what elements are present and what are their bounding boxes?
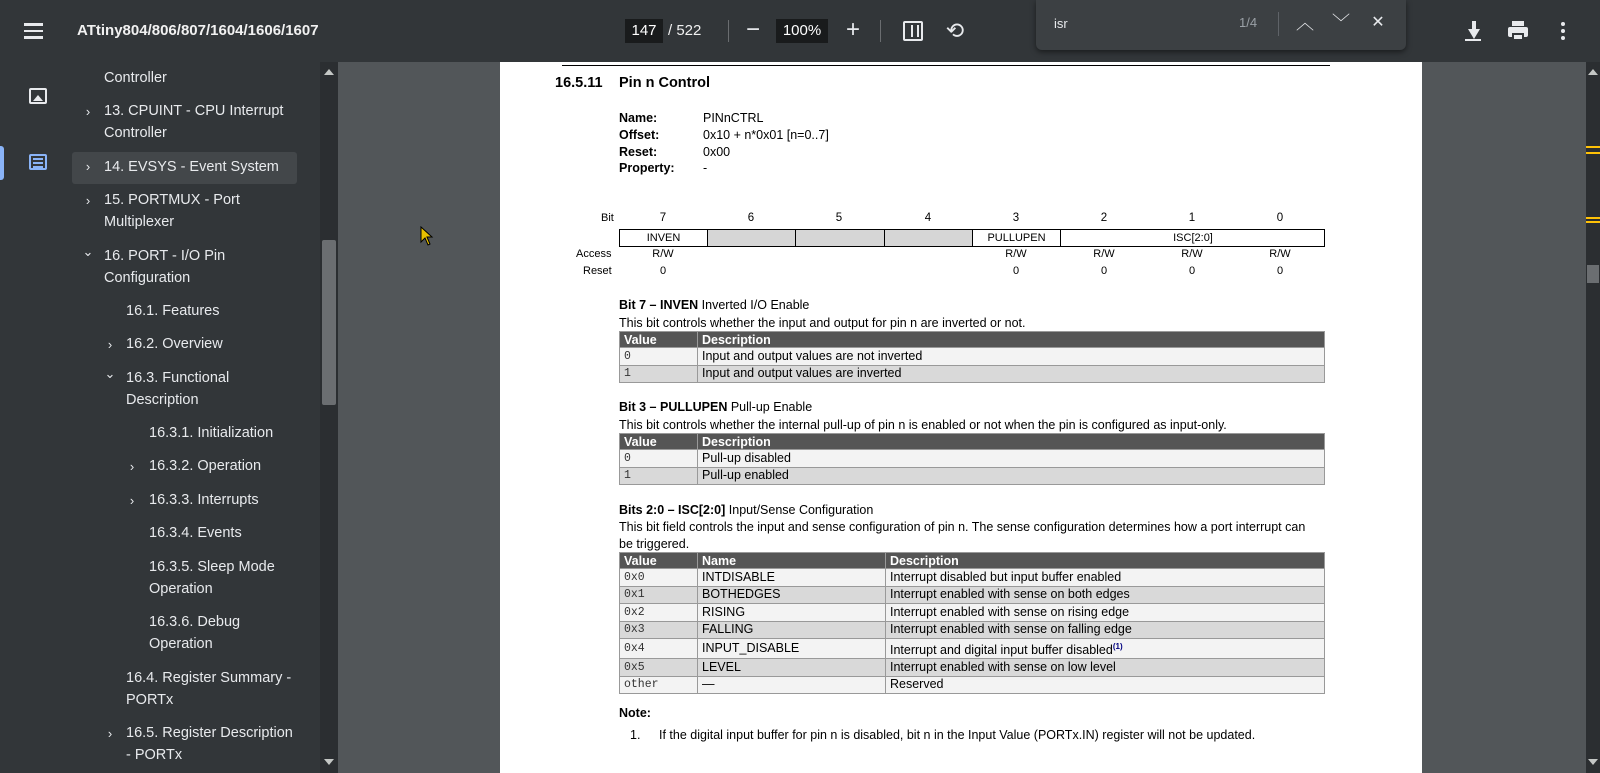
cell-description: Interrupt enabled with sense on rising edge [886, 604, 1325, 622]
outline-item-14[interactable]: 14. EVSYS - Event System [104, 159, 279, 175]
table-row [620, 639, 1325, 659]
zoom-out-button[interactable]: − [745, 16, 760, 43]
register-bit-row [619, 229, 1325, 247]
cell-description: Interrupt enabled with sense on falling edge [886, 621, 1325, 639]
cell-value: 0 [620, 348, 698, 366]
toolbar-divider [728, 20, 729, 42]
outline-item-16-4[interactable]: 16.4. Register Summary - [126, 670, 292, 686]
document-scrollbar[interactable] [1586, 62, 1600, 773]
bit-number: 7 [659, 212, 667, 224]
scroll-down-icon[interactable] [324, 759, 334, 765]
note-heading: Note: [619, 706, 651, 720]
table-row [620, 586, 1325, 604]
more-options-icon[interactable] [1550, 19, 1576, 45]
field-reserved [885, 230, 973, 246]
field-pullupen: PULLUPEN [973, 230, 1061, 246]
meta-value: 0x10 + n*0x01 [n=0..7] [703, 128, 829, 142]
sidebar-rail [0, 62, 72, 773]
access-value: R/W [652, 248, 674, 260]
bit-label: Bit [601, 212, 614, 224]
total-pages: / 522 [668, 22, 702, 39]
table-row [620, 467, 1325, 485]
outline-item-13[interactable]: 13. CPUINT - CPU Interrupt [104, 103, 284, 119]
search-hit-marker [1586, 146, 1600, 148]
cell-description: Input and output values are inverted [698, 365, 1325, 383]
reset-value: 0 [1100, 265, 1108, 277]
field-isc: ISC[2:0] [1173, 232, 1213, 244]
bit-heading-bold: Bits 2:0 – ISC[2:0] [619, 503, 726, 517]
cell-value: 0x1 [620, 586, 698, 604]
meta-key: Offset: [619, 128, 660, 142]
col-value: Value [620, 553, 698, 569]
table-row [620, 365, 1325, 383]
table-row [620, 604, 1325, 622]
menu-icon[interactable] [24, 19, 52, 43]
cell-value: 0x5 [620, 659, 698, 677]
rotate-icon[interactable]: ⟲ [945, 18, 965, 43]
cell-value: 1 [620, 365, 698, 383]
search-hit-marker [1586, 217, 1600, 219]
cell-name: BOTHEDGES [698, 586, 886, 604]
cell-value: 1 [620, 467, 698, 485]
chevron-right-icon[interactable]: › [129, 459, 135, 474]
outline-item-16-3-1[interactable]: 16.3.1. Initialization [149, 425, 274, 441]
outline-button[interactable] [0, 142, 72, 184]
outline-item-16-3[interactable]: 16.3. Functional [126, 370, 230, 386]
cell-name: RISING [698, 604, 886, 622]
chevron-right-icon[interactable]: › [85, 104, 91, 119]
bit-heading-bold: Bit 7 – INVEN [619, 298, 699, 312]
cell-value: 0x4 [620, 639, 698, 659]
meta-value: - [703, 161, 708, 175]
bit-heading-bold: Bit 3 – PULLUPEN [619, 400, 728, 414]
bit-number: 1 [1188, 212, 1196, 224]
bit-heading-text: Pull-up Enable [730, 400, 813, 414]
page-number-input[interactable]: 147 [625, 19, 663, 43]
note-text: If the digital input buffer for pin n is disabled, bit n in the Input Value (PORTx.IN) register will not be updated. [659, 728, 1256, 742]
find-input[interactable] [1054, 12, 1224, 34]
chevron-right-icon[interactable]: › [107, 726, 113, 741]
footnote-link[interactable]: (1) [1112, 642, 1123, 651]
outline-item-16-3-2[interactable]: 16.3.2. Operation [149, 458, 262, 474]
scroll-down-icon[interactable] [1588, 759, 1598, 765]
bit-number: 4 [924, 212, 932, 224]
meta-value: 0x00 [703, 145, 731, 159]
cell-name: FALLING [698, 621, 886, 639]
reset-value: 0 [1012, 265, 1020, 277]
cell-description: Input and output values are not inverted [698, 348, 1325, 366]
table-row [620, 569, 1325, 587]
section-title: Pin n Control [619, 75, 711, 91]
cell-description: Interrupt enabled with sense on both edges [886, 586, 1325, 604]
chevron-right-icon[interactable]: › [85, 159, 91, 174]
chevron-right-icon[interactable]: › [129, 493, 135, 508]
cell-name: — [698, 676, 886, 694]
outline-item-16-3-5[interactable]: 16.3.5. Sleep Mode [149, 559, 275, 575]
zoom-in-button[interactable]: + [845, 16, 860, 43]
cell-description: Pull-up disabled [698, 450, 1325, 468]
document-title: ATtiny804/806/807/1604/1606/1607 [77, 22, 319, 39]
pullupen-table [619, 433, 1325, 485]
pdf-page [500, 62, 1422, 773]
cell-name: INTDISABLE [698, 569, 886, 587]
meta-value: PINnCTRL [703, 111, 764, 125]
cell-name: INPUT_DISABLE [698, 639, 886, 659]
chevron-down-icon[interactable]: ⌄ [82, 244, 94, 259]
reset-label: Reset [583, 265, 612, 277]
outline-list-icon [29, 154, 47, 170]
print-icon[interactable] [1505, 19, 1531, 45]
outline-item-16-3-cont[interactable]: Description [126, 392, 199, 408]
field-inven: INVEN [620, 230, 708, 246]
outline-item-16-3-6-cont[interactable]: Operation [149, 636, 213, 652]
isc-table [619, 552, 1325, 694]
bit-description: This bit controls whether the input and output for pin n are inverted or not. [619, 316, 1026, 330]
outline-item-16-2[interactable]: 16.2. Overview [126, 336, 223, 352]
toolbar-divider [880, 20, 881, 42]
reset-value: 0 [1188, 265, 1196, 277]
find-previous-button[interactable]: ︿ [1296, 13, 1314, 33]
outline-item-16-3-5-cont[interactable]: Operation [149, 581, 213, 597]
scroll-up-icon[interactable] [1588, 69, 1598, 75]
chevron-right-icon[interactable]: › [85, 193, 91, 208]
outline-item-16-5[interactable]: 16.5. Register Description [126, 725, 293, 741]
outline-item-15-cont[interactable]: Multiplexer [104, 214, 175, 230]
zoom-level-input[interactable]: 100% [776, 19, 828, 43]
search-hit-marker [1586, 221, 1600, 223]
chevron-down-icon[interactable]: ⌄ [104, 366, 116, 381]
cell-value: 0x3 [620, 621, 698, 639]
cell-value: 0x0 [620, 569, 698, 587]
bit-number: 5 [835, 212, 843, 224]
fit-page-icon[interactable] [903, 21, 923, 41]
find-next-button[interactable]: ﹀ [1332, 13, 1350, 33]
chevron-right-icon[interactable]: › [107, 337, 113, 352]
meta-key: Property: [619, 161, 675, 175]
mouse-cursor-icon [420, 226, 434, 246]
bit-number: 3 [1012, 212, 1020, 224]
cell-value: 0x2 [620, 604, 698, 622]
field-reserved [708, 230, 796, 246]
header-rule [562, 65, 1330, 66]
outline-item-15[interactable]: 15. PORTMUX - Port [104, 192, 240, 208]
bit-description: This bit controls whether the internal pull-up of pin n is enabled or not when the pin is configured as input-only. [619, 418, 1227, 432]
col-description: Description [886, 553, 1325, 569]
find-divider [1278, 12, 1279, 36]
cell-description: Interrupt enabled with sense on low level [886, 659, 1325, 677]
cell-description: Reserved [886, 676, 1325, 694]
inven-table [619, 331, 1325, 383]
access-value: R/W [1005, 248, 1027, 260]
cell-description: Interrupt disabled but input buffer enabled [886, 569, 1325, 587]
outline-item-16-3-3[interactable]: 16.3.3. Interrupts [149, 492, 259, 508]
outline-scrollbar[interactable] [320, 62, 338, 773]
outline-item-16-5-cont[interactable]: - PORTx [126, 747, 183, 763]
table-row [620, 659, 1325, 677]
outline-item-16-1[interactable]: 16.1. Features [126, 303, 220, 319]
bit-heading [619, 400, 812, 414]
col-name: Name [698, 553, 886, 569]
table-row [620, 348, 1325, 366]
outline-scrollbar-thumb[interactable] [322, 240, 336, 405]
find-bar [1036, 0, 1406, 50]
bit-heading-text: Input/Sense Configuration [728, 503, 874, 517]
find-match-count: 1/4 [1239, 15, 1258, 30]
table-row [620, 676, 1325, 694]
bit-description: This bit field controls the input and sense configuration of pin n. The sense configuration determines how a port interrupt can be triggered. [619, 520, 1306, 551]
access-value: R/W [1269, 248, 1291, 260]
section-number: 16.5.11 [555, 75, 603, 91]
bit-heading [619, 298, 809, 312]
bit-number: 2 [1100, 212, 1108, 224]
document-scrollbar-thumb[interactable] [1587, 265, 1599, 283]
outline-item-13-cont[interactable]: Controller [104, 125, 167, 141]
search-hit-marker [1586, 152, 1600, 154]
meta-key: Reset: [619, 145, 658, 159]
outline-item-16-4-cont[interactable]: PORTx [126, 692, 174, 708]
download-icon[interactable] [1460, 19, 1486, 45]
col-value: Value [620, 332, 698, 348]
cell-description: Pull-up enabled [698, 467, 1325, 485]
table-row [620, 621, 1325, 639]
outline-item-16-3-4[interactable]: 16.3.4. Events [149, 525, 242, 541]
outline-item[interactable]: Controller [104, 70, 167, 86]
document-outline [72, 62, 320, 773]
cell-name: LEVEL [698, 659, 886, 677]
outline-item-16[interactable]: 16. PORT - I/O Pin [104, 248, 226, 264]
col-description: Description [698, 434, 1325, 450]
scroll-up-icon[interactable] [324, 69, 334, 75]
cell-value: 0 [620, 450, 698, 468]
bit-heading [619, 503, 873, 517]
thumbnails-button[interactable] [0, 76, 72, 118]
access-value: R/W [1181, 248, 1203, 260]
table-row [620, 450, 1325, 468]
cell-description [886, 639, 1325, 659]
image-icon [29, 88, 47, 104]
find-close-button[interactable]: ✕ [1371, 14, 1385, 31]
outline-item-16-3-6[interactable]: 16.3.6. Debug [149, 614, 241, 630]
access-value: R/W [1093, 248, 1115, 260]
note-number: 1. [630, 728, 641, 742]
cell-value: other [620, 676, 698, 694]
col-description: Description [698, 332, 1325, 348]
field-reserved [796, 230, 885, 246]
cell-description-text: Interrupt and digital input buffer disabled [890, 643, 1113, 658]
bit-number: 0 [1276, 212, 1284, 224]
meta-key: Name: [619, 111, 658, 125]
bit-number: 6 [747, 212, 755, 224]
bit-heading-text: Inverted I/O Enable [701, 298, 810, 312]
outline-item-16-cont[interactable]: Configuration [104, 270, 191, 286]
reset-value: 0 [659, 265, 667, 277]
reset-value: 0 [1276, 265, 1284, 277]
access-label: Access [576, 248, 612, 260]
col-value: Value [620, 434, 698, 450]
